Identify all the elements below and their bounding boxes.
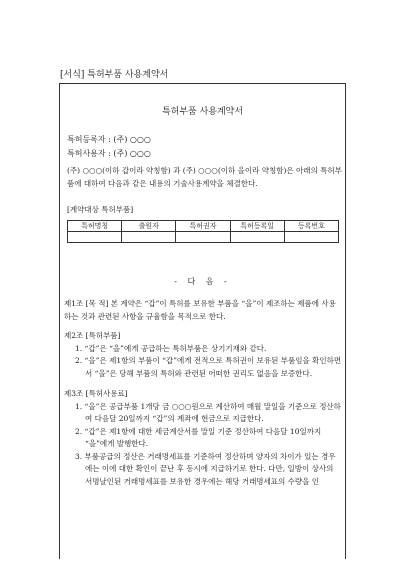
header-cell: 출원자 xyxy=(122,221,176,232)
article-3 xyxy=(64,388,342,488)
form-label: [서식] 특허부품 사용계약서 xyxy=(60,70,169,80)
article-1 xyxy=(64,298,342,323)
licensee-line: 특허사용자 : (주) ○○○ xyxy=(67,149,151,158)
article-2 xyxy=(64,330,342,380)
article-heading: 제2조 [특허부품] xyxy=(64,331,121,340)
header-cell: 특허권자 xyxy=(176,221,230,232)
patent-table-header xyxy=(68,221,339,232)
article-heading: 제1조 [목 적] 본 계약은 “갑”이 특허를 보유한 부품을 “을”이 제조하는 제품에 사용하는 것과 관련된 사항을 규율함을 목적으로 한다. xyxy=(64,299,336,321)
intro-paragraph: (주) ○○○(이하 갑이라 약칭함) 과 (주) ○○○(이하 을이라 약칭함)은 아래의 특허부품에 대하여 다음과 같은 내용의 기술사용계약을 체결한다. xyxy=(67,166,342,188)
table-cell xyxy=(176,232,230,243)
table-cell xyxy=(230,232,284,243)
article-item: 2. “갑”은 제1항에 대한 세금계산서를 말일 기준 정산하여 다음달 10일까지 “을”에게 발행한다. xyxy=(75,426,322,448)
separator-title: - 다 음 - xyxy=(174,277,231,286)
licensor-line: 특허등록자 : (주) ○○○ xyxy=(67,135,151,144)
contract-document xyxy=(59,83,346,559)
header-cell: 특허명칭 xyxy=(68,221,122,232)
header-cell: 특허등록일 xyxy=(230,221,284,232)
article-heading: 제3조 [특허사용료] xyxy=(64,389,128,398)
document-title: 특허부품 사용계약서 xyxy=(161,107,244,117)
table-cell xyxy=(284,232,338,243)
table-row xyxy=(68,232,339,243)
patent-section-title: [계약대상 특허부품] xyxy=(67,205,134,214)
patent-table xyxy=(67,220,339,243)
table-cell xyxy=(122,232,176,243)
article-item: 1. “갑”은 “을”에게 공급하는 특허부품은 상기기재와 같다. xyxy=(75,343,267,353)
article-item: 3. 부품공급의 정산은 거래명세표를 기준하여 정산하며 양자의 차이가 있는 경우에는 이에 대한 확인이 끝난 후 동시에 지급하기로 한다. 다만, 일방이 상사의 서명날인된 거래명세표를 보유한 경우에는 해당 거래명세표의 수량을 인 xyxy=(75,451,336,486)
table-cell xyxy=(68,232,122,243)
header-cell: 등록번호 xyxy=(284,221,338,232)
article-item: 1. “을”은 공급부품 1개당 금 ○○○원으로 계산하여 매월 말일을 기준으로 정산하여 다음달 20일까지 “갑”의 계좌에 현금으로 지급한다. xyxy=(75,401,341,423)
article-item: 2. “을”은 제1항의 부품이 “갑”에게 전적으로 특허권이 보유된 부품임을 확인하면서 “을”은 당해 부품의 특허와 관련된 어떠한 권리도 없음을 보증한다. xyxy=(75,356,342,378)
